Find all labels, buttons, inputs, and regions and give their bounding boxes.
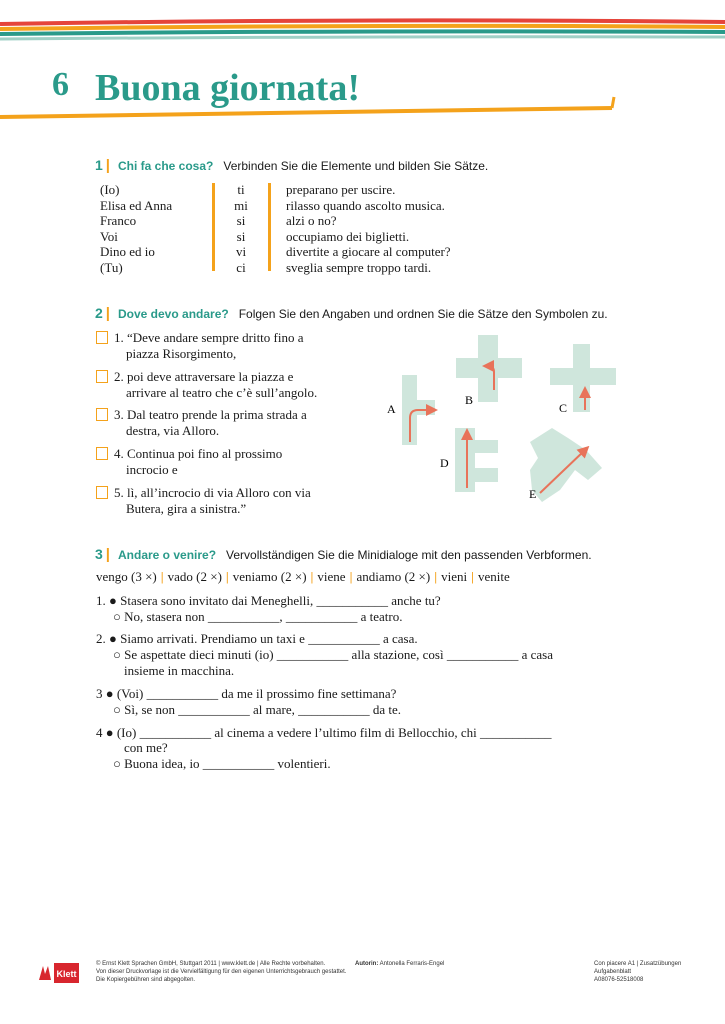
dialog-line: 2. ● Siamo arrivati. Prendiamo un taxi e ___________ a casa. [96, 631, 418, 646]
symbol-e [530, 428, 602, 502]
logo-text: Klett [56, 969, 77, 979]
footer-line: Die Kopiergebühren sind abgegolten. [96, 977, 196, 983]
symbol-a [402, 375, 435, 445]
footer-author [355, 960, 444, 968]
direction-symbols [380, 330, 630, 510]
direction-text: Butera, gira a sinistra.” [126, 501, 247, 516]
author-label: Autorin: [355, 961, 379, 967]
phrase-item: sveglia sempre troppo tardi. [286, 259, 432, 275]
title-underline [0, 95, 620, 125]
pronoun-item: ci [236, 259, 246, 275]
subject-item: Franco [100, 213, 137, 229]
symbol-b [456, 335, 522, 402]
exercise-3-number: 3 [95, 546, 103, 562]
symbol-label-e: E [529, 487, 537, 501]
dialog-line: ○ Sì, se non ___________ al mare, ___________ da te. [113, 702, 402, 717]
author-name: Antonella Ferraris-Engel [379, 961, 445, 967]
exercise-1-instruction: Verbinden Sie die Elemente und bilden Sie Sätze. [223, 159, 489, 173]
subject-item: (Tu) [100, 259, 123, 275]
phrases-column [286, 182, 451, 276]
word-item: veniamo (2 ×) [232, 569, 307, 584]
dialog-line: ○ Se aspettate dieci minuti (io) ___________ alla stazione, così ___________ a casa [113, 647, 553, 662]
direction-text: incrocio e [126, 462, 178, 477]
word-item: vado (2 ×) [167, 569, 222, 584]
column-divider [268, 183, 271, 271]
symbol-label-a: A [387, 402, 396, 416]
answer-checkbox[interactable] [96, 486, 108, 499]
exercise-2-title: Dove devo andare? [118, 307, 229, 321]
phrase-item: divertite a giocare al computer? [286, 244, 451, 260]
dialog-line: 1. ● Stasera sono invitato dai Meneghelli, ___________ anche tu? [96, 593, 441, 608]
klett-logo [35, 962, 80, 984]
word-item: viene [317, 569, 346, 584]
pronouns-column [226, 182, 256, 276]
pronoun-item: si [236, 228, 246, 244]
word-item: vengo (3 ×) [96, 569, 157, 584]
answer-checkbox[interactable] [96, 331, 108, 344]
answer-checkbox[interactable] [96, 408, 108, 421]
subject-item: Elisa ed Anna [100, 197, 173, 213]
direction-text: 5. lì, all’incrocio di via Alloro con via [114, 485, 311, 500]
dialog-line: con me? [124, 740, 168, 755]
symbol-label-b: B [465, 393, 474, 407]
direction-text: arrivare al teatro che c’è sull’angolo. [126, 385, 318, 400]
phrase-item: alzi o no? [286, 213, 337, 229]
dialog-line: ○ Buona idea, io ___________ volentieri. [113, 756, 331, 771]
direction-text: 4. Continua poi fino al prossimo [114, 446, 283, 461]
subject-item: Voi [100, 228, 118, 244]
dialog-line: ○ No, stasera non ___________, ___________ a teatro. [113, 609, 403, 624]
symbol-label-d: D [440, 456, 449, 470]
footer-copyright [96, 960, 346, 984]
exercise-1-number: 1 [95, 157, 103, 173]
phrase-item: preparano per uscire. [286, 182, 396, 197]
exercise-3-title: Andare o venire? [118, 548, 217, 562]
pronoun-item: ti [237, 182, 245, 197]
exercise-3-header: 3 | Andare o venire? Vervollständigen Sie die Minidialoge mit den passenden Verbformen. [95, 546, 592, 563]
footer-product [594, 960, 681, 984]
direction-text: 1. “Deve andare sempre dritto fino a [114, 330, 304, 345]
direction-text: piazza Risorgimento, [126, 346, 237, 361]
word-bank: vengo (3 ×) | vado (2 ×) | veniamo (2 ×) | viene | andiamo (2 ×) | vieni | venite [96, 569, 510, 584]
dialog-line: insieme in macchina. [124, 663, 235, 678]
symbol-label-c: C [559, 401, 568, 415]
word-item: venite [477, 569, 510, 584]
exercise-3-instruction: Vervollständigen Sie die Minidialoge mit den passenden Verbformen. [226, 548, 592, 562]
direction-text: 3. Dal teatro prende la prima strada a [114, 407, 307, 422]
pronoun-item: mi [234, 197, 248, 213]
phrase-item: occupiamo dei biglietti. [286, 228, 410, 244]
answer-checkbox[interactable] [96, 447, 108, 460]
exercise-1-title: Chi fa che cosa? [118, 159, 214, 173]
subjects-column [100, 182, 172, 276]
exercise-1-header: 1 | Chi fa che cosa? Verbinden Sie die Elemente und bilden Sie Sätze. [95, 157, 489, 174]
direction-text: destra, via Alloro. [126, 423, 220, 438]
word-item: andiamo (2 ×) [356, 569, 431, 584]
answer-checkbox[interactable] [96, 370, 108, 383]
exercise-2-header: 2 | Dove devo andare? Folgen Sie den Angaben und ordnen Sie die Sätze den Symbolen zu. [95, 305, 608, 322]
pronoun-item: si [236, 213, 246, 229]
pronoun-item: vi [235, 244, 247, 260]
footer-line: A08076-52518008 [594, 977, 644, 983]
footer-line: Von dieser Druckvorlage ist die Vervielfältigung für den eigenen Unterrichtsgebrauch gestattet. [96, 969, 347, 975]
subject-item: Dino ed io [100, 244, 155, 260]
footer-line: Con piacere A1 | Zusatzübungen [594, 961, 682, 967]
dialog-line: 4 ● (Io) ___________ al cinema a vedere l’ultimo film di Bellocchio, chi ___________ [96, 725, 552, 740]
subject-item: (Io) [100, 182, 120, 197]
footer-line: © Ernst Klett Sprachen GmbH, Stuttgart 2011 | www.klett.de | Alle Rechte vorbehalten. [96, 961, 326, 967]
column-divider [212, 183, 215, 271]
dialog-line: 3 ● (Voi) ___________ da me il prossimo fine settimana? [96, 686, 397, 701]
exercise-2-number: 2 [95, 305, 103, 321]
chapter-title: Buona giornata! [95, 67, 360, 109]
header-stripes [0, 14, 725, 44]
direction-text: 2. poi deve attraversare la piazza e [114, 369, 294, 384]
symbol-d [455, 428, 498, 492]
phrase-item: rilasso quando ascolto musica. [286, 197, 445, 213]
exercise-2-instruction: Folgen Sie den Angaben und ordnen Sie die Sätze den Symbolen zu. [238, 307, 608, 321]
word-item: vieni [441, 569, 468, 584]
chapter-number: 6 [52, 66, 69, 103]
footer-line: Aufgabenblatt [594, 969, 632, 975]
